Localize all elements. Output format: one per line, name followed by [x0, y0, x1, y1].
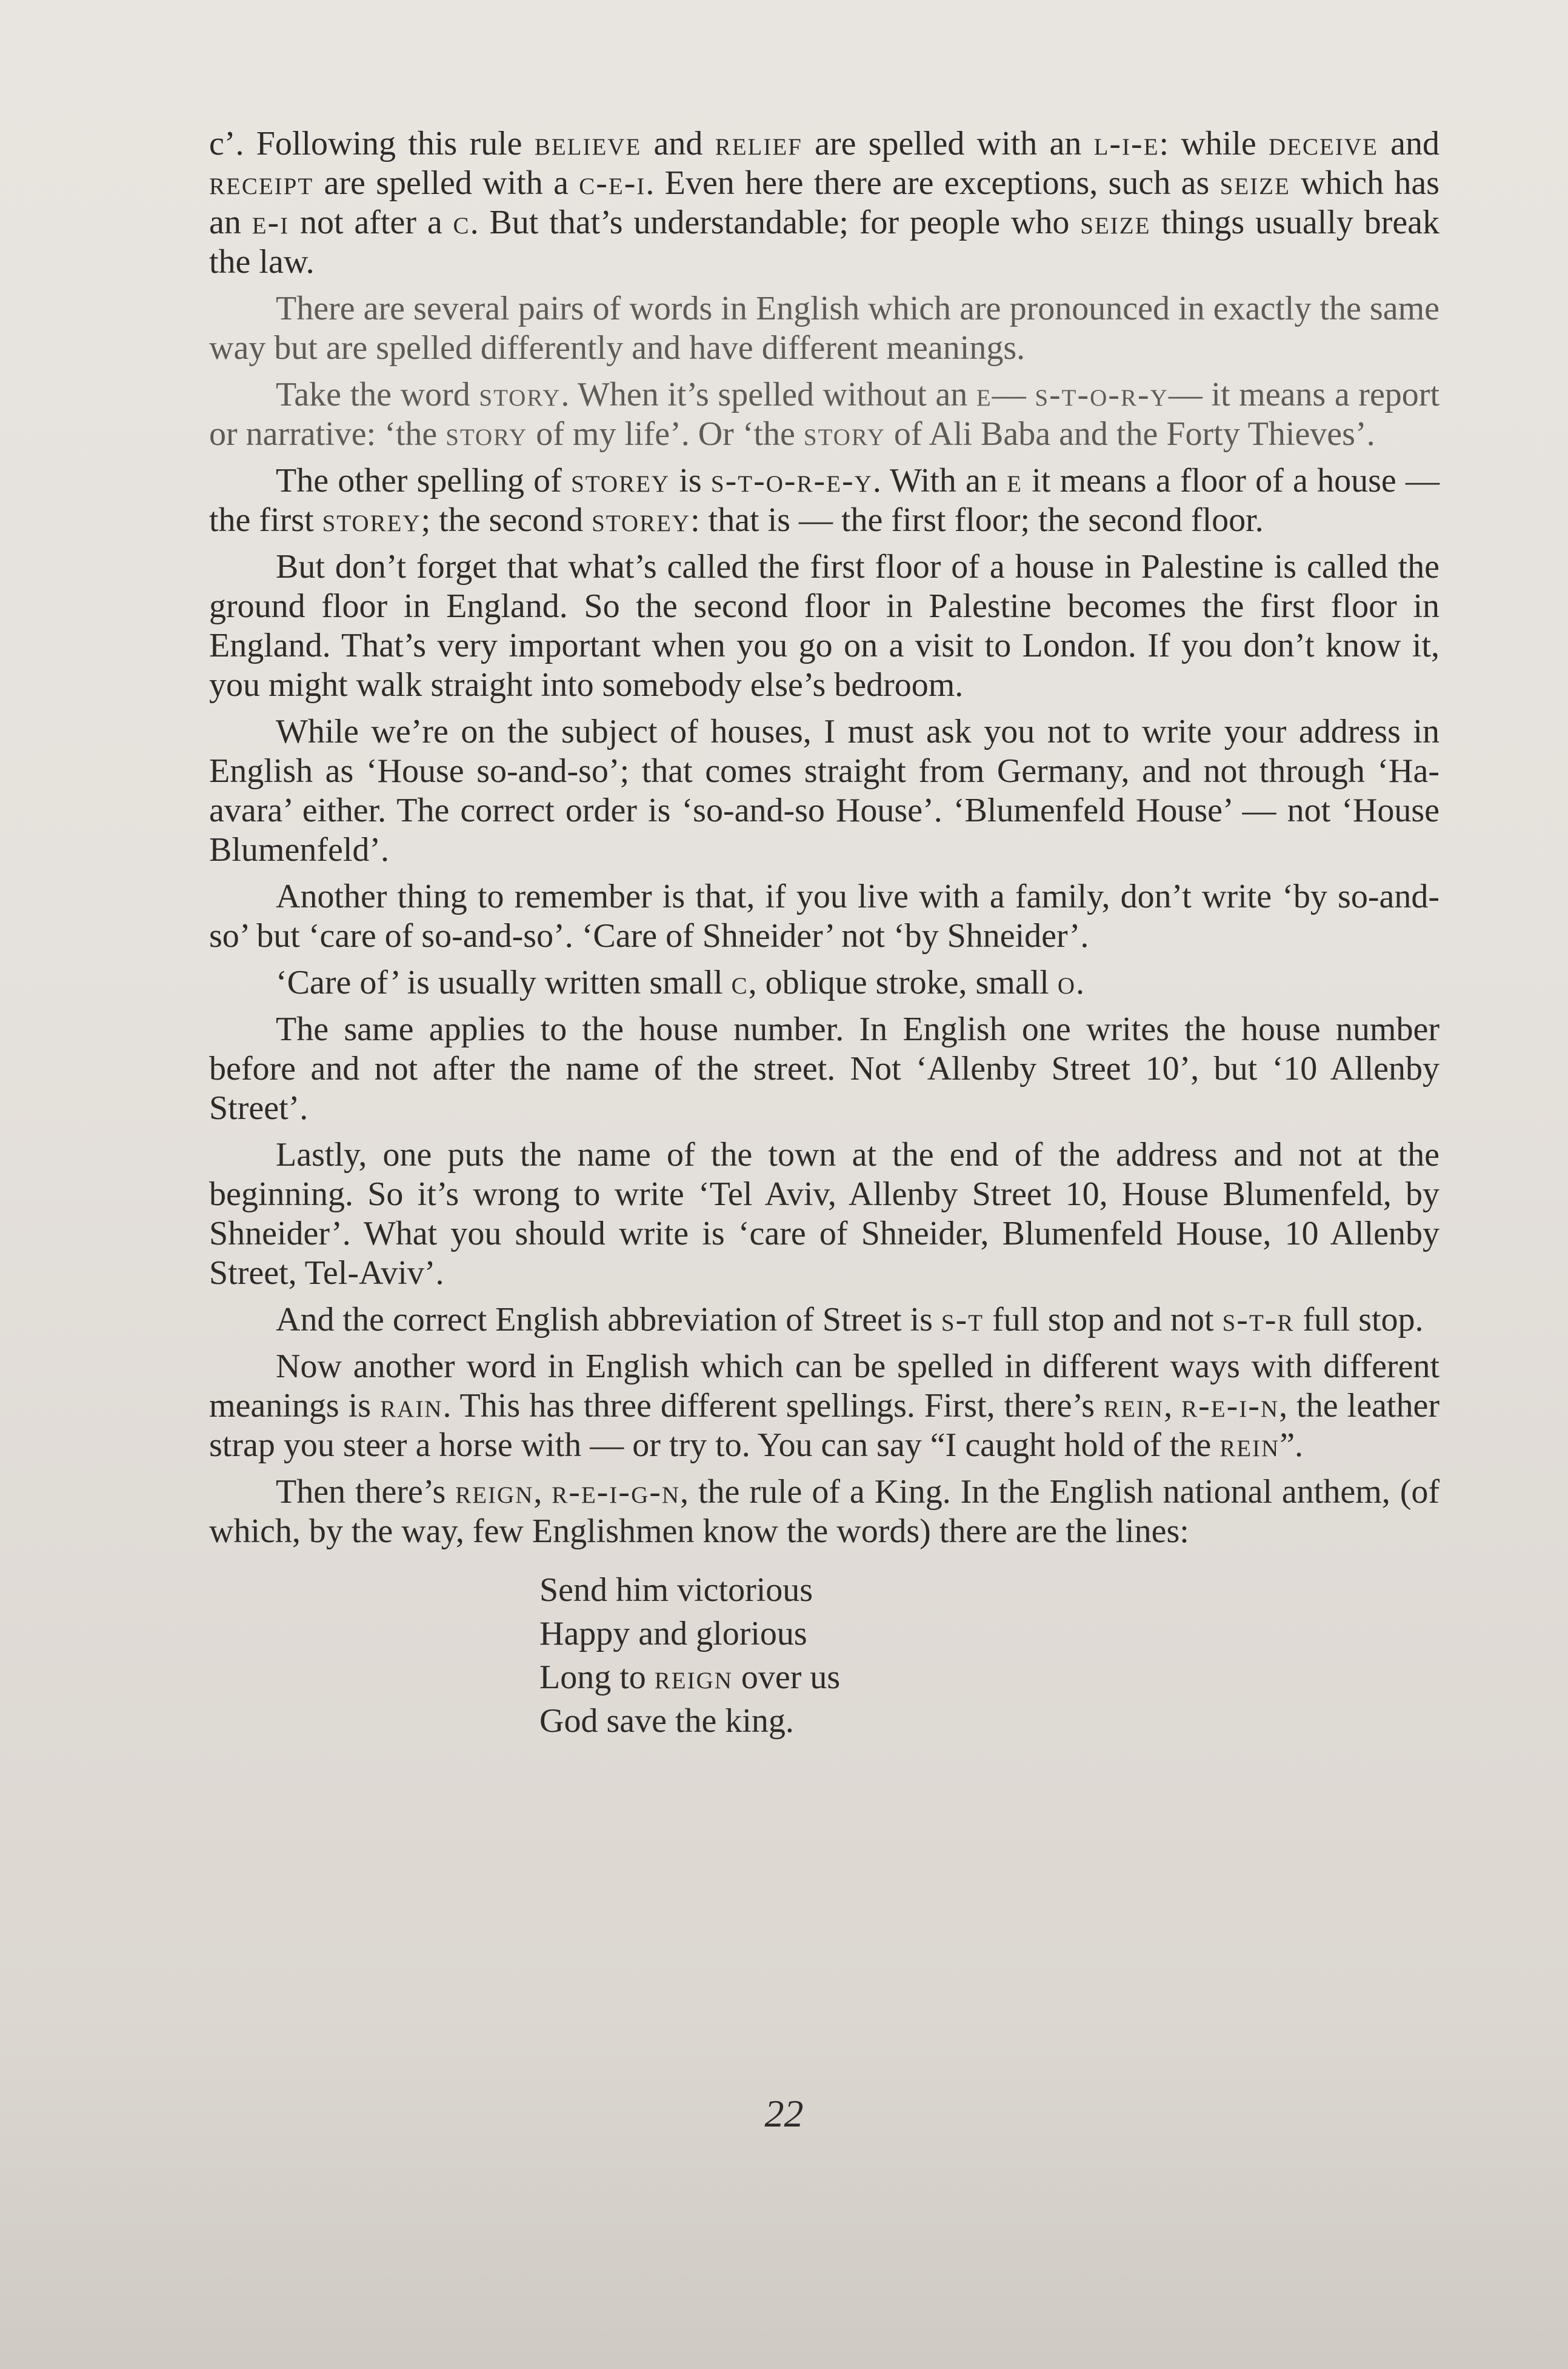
small-caps-term: c-e-i: [579, 164, 646, 202]
small-caps-term: e-i: [252, 204, 290, 241]
paragraph-3: Take the word story. When it’s spelled without an e— s-t-o-r-y— it means a report or narrative: ‘the story of my life’. Or ‘the story of Ali Baba and the Forty Thieves’.: [209, 376, 1440, 453]
verse-line-2: Happy and glorious: [539, 1615, 807, 1652]
small-caps-term: believe: [534, 125, 642, 162]
small-caps-term: story: [803, 415, 886, 453]
small-caps-term: e: [976, 376, 992, 413]
small-caps-term: story: [445, 415, 528, 453]
paragraph-13: Then there’s reign, r-e-i-g-n, the rule of a King. In the English national anthem, (of which, by the way, few Englishmen know the words) there are the lines:: [209, 1473, 1440, 1550]
small-caps-term: deceive: [1269, 125, 1378, 162]
small-caps-term: s-t-o-r-y: [1035, 376, 1169, 413]
paragraph-4: The other spelling of storey is s-t-o-r-e-y. With an e it means a floor of a house — the first storey; the second storey: that is — the first floor; the second floor.: [209, 462, 1440, 539]
small-caps-term: rein: [1104, 1387, 1164, 1425]
paragraph-6: While we’re on the subject of houses, I must ask you not to write your address in English as ‘House so-and-so’; that comes straight from Germany, and not through ‘Ha-avara’ either. The correct order is ‘so-and-so House’. ‘Blumenfeld House’ — not ‘House Blumenfeld’.: [209, 713, 1440, 869]
small-caps-term: s-t-r: [1222, 1301, 1295, 1338]
small-caps-term: seize: [1080, 204, 1151, 241]
small-caps-term: seize: [1219, 164, 1290, 202]
small-caps-term: relief: [715, 125, 802, 162]
small-caps-term: storey: [322, 501, 421, 539]
paragraph-9: The same applies to the house number. In English one writes the house number before and not after the name of the street. Not ‘Allenby Street 10’, but ‘10 Allenby Street’.: [209, 1011, 1440, 1127]
verse-line-1: Send him victorious: [539, 1571, 813, 1609]
small-caps-term: rain: [380, 1387, 443, 1425]
small-caps-term: story: [479, 376, 561, 413]
paragraph-1: c’. Following this rule believe and relief are spelled with an l-i-e: while deceive and receipt are spelled with a c-e-i. Even here there are exceptions, such as seize which has an e-i not after a c. But that’s understandable; for people who seize things usually break the law.: [209, 125, 1440, 281]
small-caps-term: l-i-e: [1093, 125, 1159, 162]
small-caps-term: s-t-o-r-e-y: [710, 462, 873, 500]
small-caps-term: r-e-i-n: [1181, 1387, 1279, 1425]
small-caps-term: storey: [571, 462, 670, 500]
body-text: [209, 124, 1440, 1743]
small-caps-term: r-e-i-g-n: [552, 1473, 681, 1511]
paragraph-10: Lastly, one puts the name of the town at the end of the address and not at the beginning. So it’s wrong to write ‘Tel Aviv, Allenby Street 10, House Blumenfeld, by Shneider’. What you should write is ‘care of Shneider, Blumenfeld House, 10 Allenby Street, Tel-Aviv’.: [209, 1136, 1440, 1292]
paragraph-11: And the correct English abbreviation of Street is s-t full stop and not s-t-r full stop.: [276, 1301, 1424, 1338]
small-caps-term: e: [1007, 462, 1023, 500]
paragraph-2: There are several pairs of words in English which are pronounced in exactly the same way but are spelled differently and have different meanings.: [209, 290, 1440, 367]
small-caps-term: rein: [1219, 1426, 1280, 1464]
paragraph-5: But don’t forget that what’s called the first floor of a house in Palestine is called the ground floor in England. So the second floor in Palestine becomes the first floor in England. That’s very important when you go on a visit to London. If you don’t know it, you might walk straight into somebody else’s bedroom.: [209, 548, 1440, 704]
small-caps-term: receipt: [209, 164, 314, 202]
paragraph-7: Another thing to remember is that, if you live with a family, don’t write ‘by so-and-so’ but ‘care of so-and-so’. ‘Care of Shneider’ not ‘by Shneider’.: [209, 878, 1440, 955]
small-caps-term: c: [453, 204, 470, 241]
small-caps-term: reign: [455, 1473, 534, 1511]
paragraph-12: Now another word in English which can be spelled in different ways with different meanings is rain. This has three different spellings. First, there’s rein, r-e-i-n, the leather strap you steer a horse with — or try to. You can say “I caught hold of the rein”.: [209, 1348, 1440, 1464]
verse-line-4: God save the king.: [539, 1702, 794, 1740]
verse-line-3: Long to reign over us: [539, 1659, 841, 1696]
small-caps-term: reign: [654, 1659, 733, 1696]
small-caps-term: c: [731, 964, 749, 1001]
anthem-verse: [539, 1568, 1440, 1743]
small-caps-term: storey: [592, 501, 691, 539]
small-caps-term: s-t: [941, 1301, 984, 1338]
paragraph-8: ‘Care of’ is usually written small c, oblique stroke, small o.: [276, 964, 1084, 1001]
page-number: 22: [764, 2092, 804, 2135]
small-caps-term: o: [1057, 964, 1076, 1001]
